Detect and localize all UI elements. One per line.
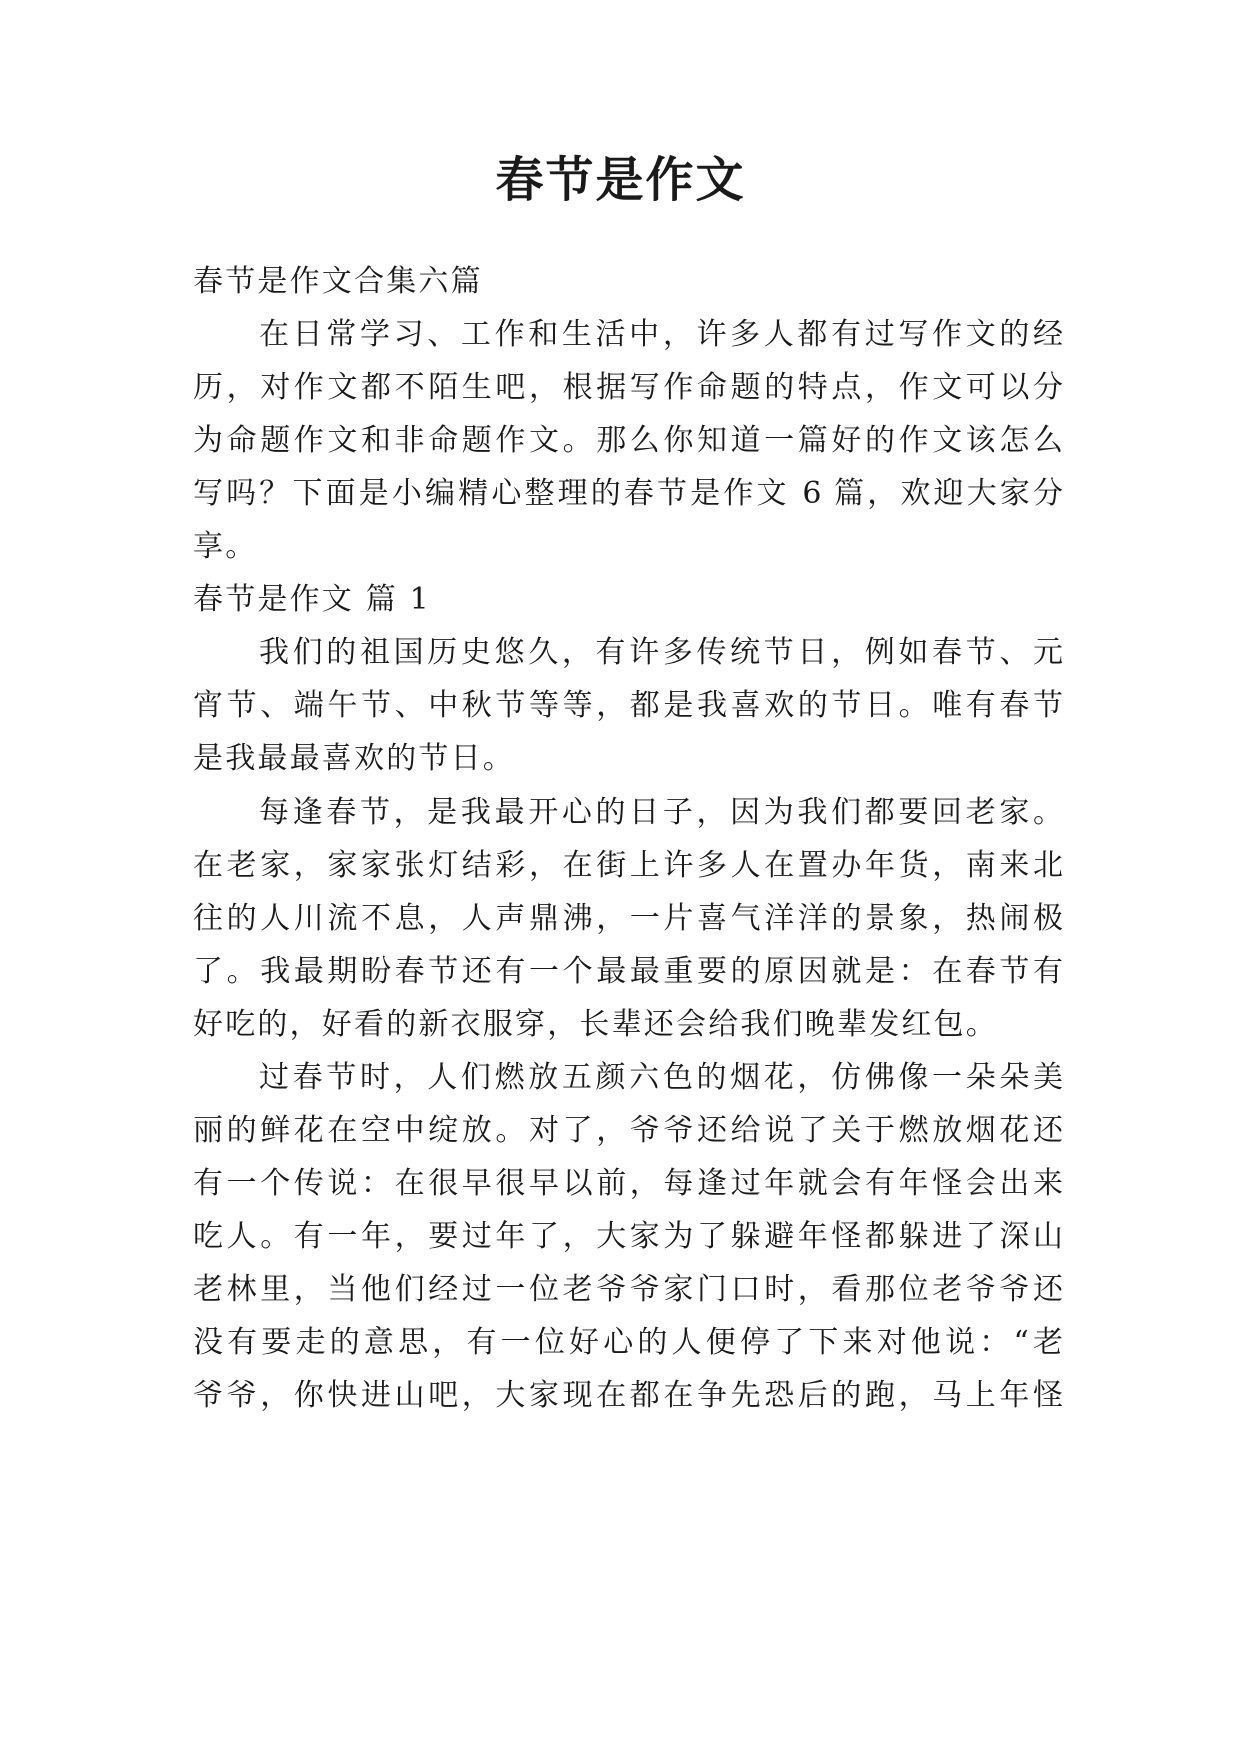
document-title: 春节是作文 <box>495 152 746 208</box>
intro-line: 历，对作文都不陌生吧，根据写作命题的特点，作文可以分 <box>193 370 1063 405</box>
document-subtitle: 春节是作文合集六篇 <box>193 264 483 299</box>
paragraph-line: 好吃的，好看的新衣服穿，长辈还会给我们晚辈发红包。 <box>193 1007 998 1042</box>
intro-line: 享。 <box>193 529 258 564</box>
paragraph-line: 了。我最期盼春节还有一个最最重要的原因就是：在春节有 <box>193 954 1063 989</box>
paragraph-line: 宵节、端午节、中秋节等等，都是我喜欢的节日。唯有春节 <box>193 688 1063 723</box>
paragraph-line: 丽的鲜花在空中绽放。对了，爷爷还给说了关于燃放烟花还 <box>193 1113 1063 1148</box>
paragraph-line: 吃人。有一年，要过年了，大家为了躲避年怪都躲进了深山 <box>193 1219 1063 1254</box>
paragraph-line: 在老家，家家张灯结彩，在街上许多人在置办年货，南来北 <box>193 848 1063 883</box>
intro-line: 写吗？下面是小编精心整理的春节是作文 6 篇，欢迎大家分 <box>193 476 1063 511</box>
paragraph-line: 过春节时，人们燃放五颜六色的烟花，仿佛像一朵朵美 <box>259 1060 1063 1095</box>
intro-line: 在日常学习、工作和生活中，许多人都有过写作文的经 <box>259 317 1063 352</box>
paragraph-line: 我们的祖国历史悠久，有许多传统节日，例如春节、元 <box>259 635 1063 670</box>
paragraph-line: 老林里，当他们经过一位老爷爷家门口时，看那位老爷爷还 <box>193 1272 1063 1307</box>
paragraph-line: 往的人川流不息，人声鼎沸，一片喜气洋洋的景象，热闹极 <box>193 901 1063 936</box>
paragraph-line: 是我最最喜欢的节日。 <box>193 741 515 776</box>
paragraph-line: 有一个传说：在很早很早以前，每逢过年就会有年怪会出来 <box>193 1166 1063 1201</box>
section-heading: 春节是作文 篇 1 <box>193 582 431 617</box>
paragraph-line: 爷爷，你快进山吧，大家现在都在争先恐后的跑，马上年怪 <box>193 1378 1063 1413</box>
intro-line: 为命题作文和非命题作文。那么你知道一篇好的作文该怎么 <box>193 423 1063 458</box>
paragraph-line: 每逢春节，是我最开心的日子，因为我们都要回老家。 <box>259 795 1063 830</box>
paragraph-line: 没有要走的意思，有一位好心的人便停了下来对他说：“老 <box>193 1325 1063 1360</box>
